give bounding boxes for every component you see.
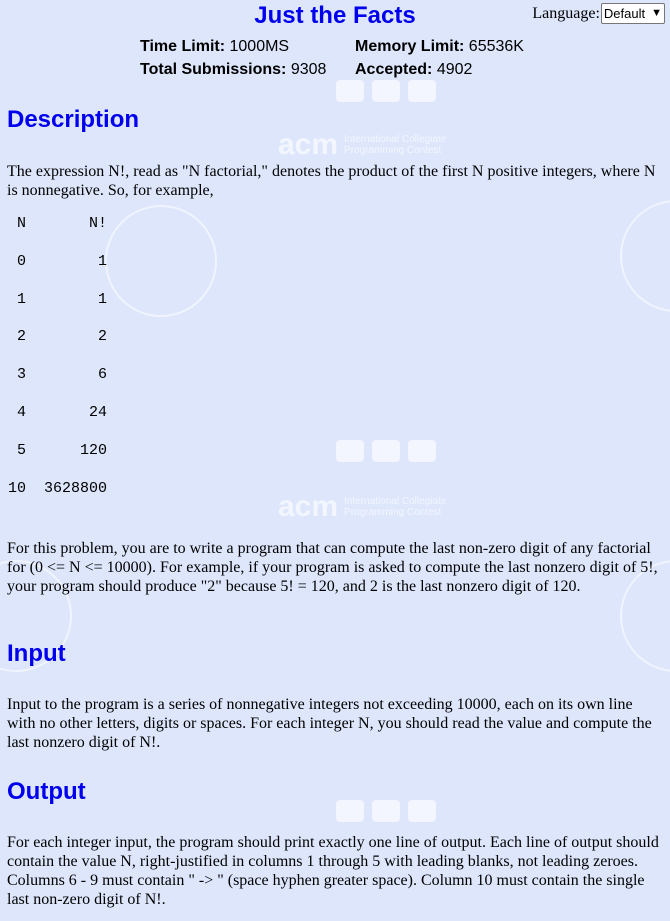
memory-limit-label: Memory Limit: xyxy=(355,38,465,55)
output-text: For each integer input, the program should print exactly one line of output. Each line of output should contain the value N, right-justified in columns 1 through 5 with leading blanks, not leading zeroes. Columns 6 - 9 must contain " -> " (space hyphen greater space). Column 10 must contain the single last non-zero digit of N!. xyxy=(7,834,659,908)
page-title: Just the Facts xyxy=(254,2,416,29)
output-heading: Output xyxy=(7,778,86,805)
table-row: 2 2 xyxy=(8,328,108,346)
chevron-down-icon: ▼ xyxy=(651,7,662,19)
table-row: 5 120 xyxy=(8,441,108,459)
language-selected-value: Default xyxy=(603,6,646,21)
watermark-acm: acm International Collegiate Programming Contest xyxy=(278,128,447,161)
problem-statement: For this problem, you are to write a program that can compute the last non-zero digit of any factorial for (0 <= N <= 10000). For example, if your program is asked to compute the last nonzero digit of 5!, your program should produce "2" because 5! = 120, and 2 is the last nonzero digit of 120. xyxy=(7,540,658,595)
accepted-label: Accepted: xyxy=(355,61,433,78)
watermark-seal xyxy=(105,205,217,317)
table-row: 4 24 xyxy=(8,403,108,421)
factorial-table xyxy=(8,215,107,517)
time-limit-value: 1000MS xyxy=(229,38,290,55)
table-row: 10 3628800 xyxy=(8,479,108,497)
watermark-logo-group xyxy=(336,800,436,822)
accepted-value: 4902 xyxy=(436,61,473,78)
input-heading: Input xyxy=(7,640,66,667)
stats-left xyxy=(140,35,326,81)
table-row: 3 6 xyxy=(8,366,108,384)
stats-right xyxy=(355,35,524,81)
language-label: Language: xyxy=(532,4,600,22)
table-row: 0 1 xyxy=(8,252,108,270)
watermark-logo-group xyxy=(336,440,436,462)
memory-limit-value: 65536K xyxy=(468,38,524,55)
watermark-seal xyxy=(620,200,670,312)
description-heading: Description xyxy=(7,106,140,133)
total-submissions-value: 9308 xyxy=(290,61,327,78)
table-row: 1 1 xyxy=(8,290,108,308)
language-select[interactable] xyxy=(601,3,665,24)
time-limit-label: Time Limit: xyxy=(140,38,226,55)
language-selector xyxy=(532,3,665,24)
watermark-logo-group xyxy=(336,80,436,102)
total-submissions-label: Total Submissions: xyxy=(140,61,287,78)
table-row: N N! xyxy=(8,215,108,232)
input-text: Input to the program is a series of nonnegative integers not exceeding 10000, each on its own line with no other letters, digits or spaces. For each integer N, you should read the value and compute the last nonzero digit of N!. xyxy=(7,696,652,751)
watermark-acm: acm International Collegiate Programming Contest xyxy=(278,490,447,523)
description-intro: The expression N!, read as "N factorial," denotes the product of the first N positive integers, where N is nonnegative. So, for example, xyxy=(7,163,656,199)
